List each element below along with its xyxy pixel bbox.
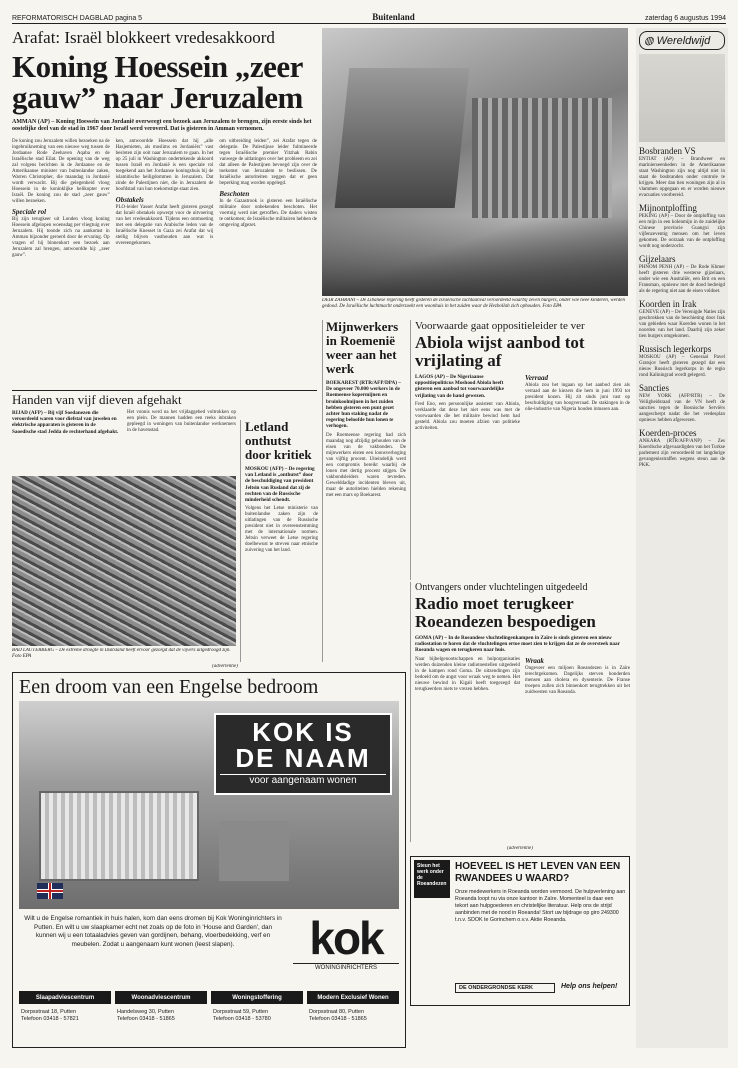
- radio-subhead: Wraak: [525, 656, 544, 665]
- header-date: zaterdag 6 augustus 1994: [645, 15, 726, 22]
- news-item: Sancties NEW YORK (AFP/RTR) – De Veiligheidsraad van de VN heeft de sancties tegen de Bosnische Serviërs aangescherpt nadat die het vredesplan opnieuw hebben afgewezen.: [639, 383, 725, 423]
- main-col2b: PLO-leider Yasser Arafat heeft gisteren gezegd dat Israël obstakels opwerpt voor de uitvoering van het vredesakkoord. Tijdens een ontmoeting met een delegatie van Arabische leden van de Israëlische Knesset in Gaza zei Arafat dat wij stellig blijven vasthouden aan wat is overeengekomen.: [115, 205, 214, 247]
- abiola-text2: Abiola zou het ingaan op het aanbod zien als verraad aan de kiezers die hem in juni 1993 tot president kozen. Hij zit sinds juni vast op beschuldiging van hoogverraad. De stakingen in de olie-industrie van Nigeria houden intussen aan.: [525, 383, 630, 412]
- main-subhead-2: Obstakels: [115, 196, 144, 205]
- letland-article: [240, 420, 318, 662]
- lebanon-photo: [322, 28, 628, 296]
- radio-lead: GOMA (AP) – In de Roeandese vluchtelingenkampen in Zaïre is sinds gisteren een nieuw radiostation te horen dat de vluchtelingen ertoe moet zien te krijgen dat ze de oversteek naar Roeanda wagen en terugkeren naar huis.: [415, 635, 620, 654]
- news-item: Koorden in Irak GENEVE (AP) – De Verenigde Naties zijn geschrokken van de beschieting door Irak van gebieden waar Koerden wonen in het noorden van het land. Daarbij zijn zeker tien burgers omgekomen.: [639, 299, 725, 339]
- store-name: Woningstoffering: [211, 991, 303, 1004]
- main-col1b: Bij zijn terugkeer uit Londen vloog koning Hoessein afgelopen woensdag per vliegtuig over Jeruzalem. Hij toonde zich na aankomst in Amman bijzonder geroerd door de ervaring. Op vragen of hij binnenkort een bezoek aan Jeruzalem zal brengen, antwoordde hij: „zeer gauw”.: [12, 217, 110, 259]
- wereldwijd-list: [639, 146, 725, 469]
- main-headline: Koning Hoessein „zeer gauw” naar Jeruzalem: [12, 49, 303, 115]
- news-item: Koerden-proces ANKARA (RTR/AFP/ANP) – Zes Koerdische afgevaardigden van het Turkse parlement zijn veroordeeld tot langdurige gevangenisstraffen wegens steun aan de PKK.: [639, 428, 725, 468]
- main-col3: om uitbreiding leiden”, zei Arafat tegen de delegatie. De Palestijnse leider fulmineerde tegen Israëlische premier Yitzhak Rabin vanwege de uitlatingen over het probleem en zei dat alleen de Palestijnen bevoegd zijn over de toekomst van Jeruzalem te beslissen. De Israëlische autoriteiten zeggen dat er geen beperking mag worden opgelegd.: [219, 139, 317, 187]
- main-kicker: Arafat: Israël blokkeert vredesakkoord: [12, 28, 275, 47]
- abiola-title: Abiola wijst aanbod tot vrijlating af: [415, 333, 585, 370]
- store-name: Slaapadviescentrum: [19, 991, 111, 1004]
- kok-tagline: voor aangenaam wonen: [220, 774, 386, 786]
- store-bar: [19, 991, 399, 1041]
- sdok-ad: [410, 856, 630, 1006]
- main-lead: AMMAN (AP) – Koning Hoessein van Jordanië overweegt een bezoek aan Jeruzalem te brengen, zijn eerste sinds het oostelijke deel van de stad in 1967 door Israël werd veroverd. Dat is gisteren in Amman vernomen.: [12, 119, 312, 133]
- store-address: Dorpsstraat 80, Putten Telefoon 03418 - 51865: [309, 1009, 367, 1022]
- globe-icon: ◍: [644, 35, 657, 47]
- news-item: Bosbranden VS ENTIAT (AP) – Brandweer en marinierseenheden in de Amerikaanse staat Washington zijn nog altijd niet in staat de bosbranden onder controle te krijgen. Meer dan tien woningen zijn al in vlammen opgegaan en er worden nieuwe evacuaties voorbereid.: [639, 146, 725, 198]
- mijnwerkers-lead: BOEKAREST (RTR/AFP/DPA) – De ongeveer 70.000 werkers in de Roemeense kopermijnen en bruinkoolmijnen in het zuiden hebben gisteren een punt gezet achter hun staking nadat de regering beloofde hun lonen te verhogen.: [326, 380, 401, 430]
- mijnwerkers-text: De Roemeense regering had zich maandag nog afzijdig gehouden van de eisen van de vakbonden. De mijnwerkers eisten een loonsverhoging van vijftig procent. Uiteindelijk werd een compromis bereikt waarbij de lonen met dertig procent stijgen. De vakbondsleiders waren tevreden. Gewelddadige incidenten bleven uit, maar de autoriteiten hielden rekening met een mars op Boekarest.: [326, 432, 406, 498]
- advertentie-label-2: (advertentie): [507, 846, 533, 851]
- abiola-subhead: Verraad: [525, 374, 548, 382]
- letland-text: Volgens het Letse ministerie van buitenlandse zaken zijn de uitlatingen van de Russische president niet in overeenstemming met de internationale normen. Jeltsin verweet de Letse regering doelbewust te streven naar etnische zuivering van het land.: [245, 506, 318, 554]
- page-header: [12, 12, 726, 24]
- abiola-kicker: Voorwaarde gaat oppositieleider te ver: [415, 320, 585, 332]
- kok-slogan-line2: DE NAAM: [235, 743, 371, 773]
- radio-article: [410, 582, 630, 842]
- bedroom-photo: [19, 701, 399, 909]
- sdok-badge: Steun het werk onder de Roeandezen: [414, 860, 450, 898]
- radio-text2: Ongeveer een miljoen Roeandezen is in Zaïre terechtgekomen. Dagelijks sterven honderden mensen aan cholera en dysenterie. De Franse troepen zullen zich binnenkort terugtrekken uit het zuidwesten van Roeanda.: [525, 665, 630, 695]
- letland-lead: MOSKOU (AFP) – De regering van Letland is „onthutst” door de beschuldiging van president Jeltsin van Rusland dat zij de rechten van de Russische minderheid schendt.: [245, 466, 315, 504]
- dieven-title: Handen van vijf dieven afgehakt: [12, 392, 182, 407]
- kok-slogan-line1: KOK IS: [252, 717, 354, 747]
- dieven-text: Het vonnis werd na het vrijdaggebed voltrokken op een plein. De mannen hadden een reeks inbraken gepleegd in woningen van buitenlandse werknemers in de havenstad.: [127, 410, 236, 433]
- sdok-cta: Help ons helpen!: [561, 983, 618, 990]
- radio-kicker: Ontvangers onder vluchtelingen uitgedeeld: [415, 582, 588, 593]
- kok-ad-body: Wilt u de Engelse romantiek in huis halen, kom dan eens dromen bij Kok Woninginrichters in Putten. En wilt u uw slaapkamer echt net zoals op de foto in 'House and Garden', dan kunnen wij u een totaaladvies geven van gordijnen, behang, vloerbedekking, verf en meubelen. Zodat u aangenaam kunt wonen (leest slapen).: [24, 915, 282, 948]
- store-name: Woonadviescentrum: [115, 991, 207, 1004]
- main-subhead-3: Beschoten: [219, 190, 250, 199]
- lebanon-photo-caption: DEIR ZAHRANI – De Libanese regering heeft gisteren de Israëlische luchtaanval veroordeeld waarbij zeven burgers, onder wie twee kinderen, werden gedood. De Israëlische luchtmacht onderzoekt een woonhuis in het zuiden waar de Hezbollah zich ophouden. Foto EPA: [322, 298, 625, 309]
- sdok-text: Onze medewerkers in Roeanda worden vermoord. De hulpverlening aan Roeanda loopt nu via onze kantoor in Zaïre. Momenteel is daar een tekort aan hulpgoederen en christelijke literatuur. Help ons de strijd aanbinden met de nood in Roeanda! Stort uw bijdrage op giro 249300 t.n.v. SDOK te Gorinchem o.v.v. Aktie Roeanda.: [455, 889, 626, 923]
- store-address: Dorpsstraat 18, Putten Telefoon 03418 - 57821: [21, 1009, 79, 1022]
- main-col2: ken, antwoordde Hoessein dat hij „alle Hasjemieten, als moslims en Jordaniërs” vast besloten zijn ooit naar Jeruzalem te gaan. In het op 25 juli in Washington ondertekende akkoord tussen Israël en Jordanië is een speciale rol toegekend aan het Jordaanse koningshuis bij de islamitische heiligdommen in Jeruzalem. Dat zinde de Palestijnen niet, die in Jeruzalem de hoofdstad van hun toekomstige staat zien.: [115, 139, 214, 193]
- kok-logo-sub: WONINGINRICHTERS: [293, 963, 399, 971]
- kok-ad-title: Een droom van een Engelse bedroom: [19, 676, 319, 698]
- section-title: Buitenland: [372, 12, 415, 22]
- main-article: [12, 28, 317, 388]
- main-col1: De koning zou Jeruzalem willen bezoeken na de ingebruikneming van een nieuwe weg tussen de Jordaanse Rode Zeehaven Aqaba en de Israëlische stad Eilat. De opening van de weg zal volgens berichten in de Jordaanse en de Amerikaanse minister van buitenlandse zaken, Warren Christopher, die maandag in Jordanië wordt verwacht. Bij die gelegenheid vloog Hoessein in de koninklijke helikopter over Israël. De koning zou de stad „zeer gauw” willen bezoeken.: [12, 139, 110, 205]
- store-name: Modern Exclusief Wonen: [307, 991, 399, 1004]
- drought-photo-caption: BAD LAUTERBERG – De extreme droogte in Duitsland heeft ervoor gezorgd dat de vijvers uitgedroogd zijn. Foto EPA: [12, 648, 231, 659]
- dieven-lead: RIJAD (AFP) – Bij vijf Soedanezen die veroordeeld waren voor diefstal van juwelen en elektrische apparaten is gisteren in de Saoedische stad Jedda de rechterhand afgehakt.: [12, 410, 119, 435]
- radio-text: Naar bijbelgenootschappen en hulporganisaties werden duizenden kleine radiotoestellen uitgedeeld in de kampen rond Goma. De uitzendingen zijn bedoeld om de angst voor wraak weg te nemen. Het nieuwe bewind in Kigali heeft toegezegd dat terugkeerders niets te vrezen hebben.: [415, 656, 520, 692]
- main-col3b: In de Gazastrook is gisteren een Israëlische militaire door onbekenden beschoten. Het voertuig werd niet getroffen. De daders wisten te ontkomen; de Israëlische militairen hebben de omgeving afgezet.: [219, 199, 317, 229]
- drought-photo: [12, 476, 236, 646]
- main-subhead-1: Speciale rol: [12, 208, 47, 217]
- abiola-lead: LAGOS (AP) – De Nigeriaanse oppositiepoliticus Moshood Abiola heeft gisteren een aanbod tot voorwaardelijke vrijlating van de hand gewezen.: [415, 374, 504, 399]
- mijnwerkers-article: [322, 320, 406, 662]
- wereldwijd-sidebar: [636, 28, 728, 1048]
- flag-icon: [37, 883, 63, 899]
- wereldwijd-title: ◍ Wereldwijd: [639, 31, 725, 50]
- news-item: Gijzelaars PHNOM PENH (AP) – De Rode Khmer heeft gisteren drie westerse gijzelaars, onder wie een Australiër, een Brit en een Fransman, opnieuw met de dood bedreigd als de regering niet aan de eisen voldoet.: [639, 254, 725, 294]
- letland-title: Letland onthutst door kritiek: [245, 420, 312, 462]
- store-address: Dorpsstraat 59, Putten Telefoon 03418 - 53780: [213, 1009, 271, 1022]
- news-item: Russisch legerkorps MOSKOU (AP) – Generaal Pavel Gratsjov heeft gisteren gezegd dat een nieuw Russisch legerkorps in de regio rond Kaliningrad wordt gelegerd.: [639, 344, 725, 378]
- abiola-text: Fred Eno, een persoonlijke assistent van Abiola, verklaarde dat deze het niet eens was met de voorwaarden die het militaire bewind hem had gesteld. Abiola zou moeten afzien van politieke activiteiten.: [415, 401, 520, 431]
- kok-logo: kok: [309, 912, 383, 964]
- header-left: REFORMATORISCH DAGBLAD pagina 5: [12, 15, 143, 22]
- radio-title: Radio moet terugkeer Roeandezen bespoedigen: [415, 594, 596, 631]
- sdok-org: DE ONDERGRONDSE KERK: [455, 983, 555, 993]
- store-address: Handelsweg 30, Putten Telefoon 03418 - 51865: [117, 1009, 175, 1022]
- mijnwerkers-title: Mijnwerkers in Roemenië weer aan het werk: [326, 320, 399, 376]
- news-item: Mijnontploffing PEKING (AP) – Door de ontploffing van een mijn in een kolenmijn in de zuidelijke Chinese provincie Guangxi zijn vijfenzeventig mensen om het leven gekomen. De oorzaak van de ontploffing wordt nog onderzocht.: [639, 203, 725, 249]
- advertentie-label: (advertentie): [212, 664, 238, 669]
- sdok-title: HOEVEEL IS HET LEVEN VAN EEN RWANDEES U WAARD?: [455, 861, 621, 884]
- abiola-article: [410, 320, 630, 580]
- dieven-article: [12, 392, 236, 472]
- kok-ad: [12, 672, 406, 1048]
